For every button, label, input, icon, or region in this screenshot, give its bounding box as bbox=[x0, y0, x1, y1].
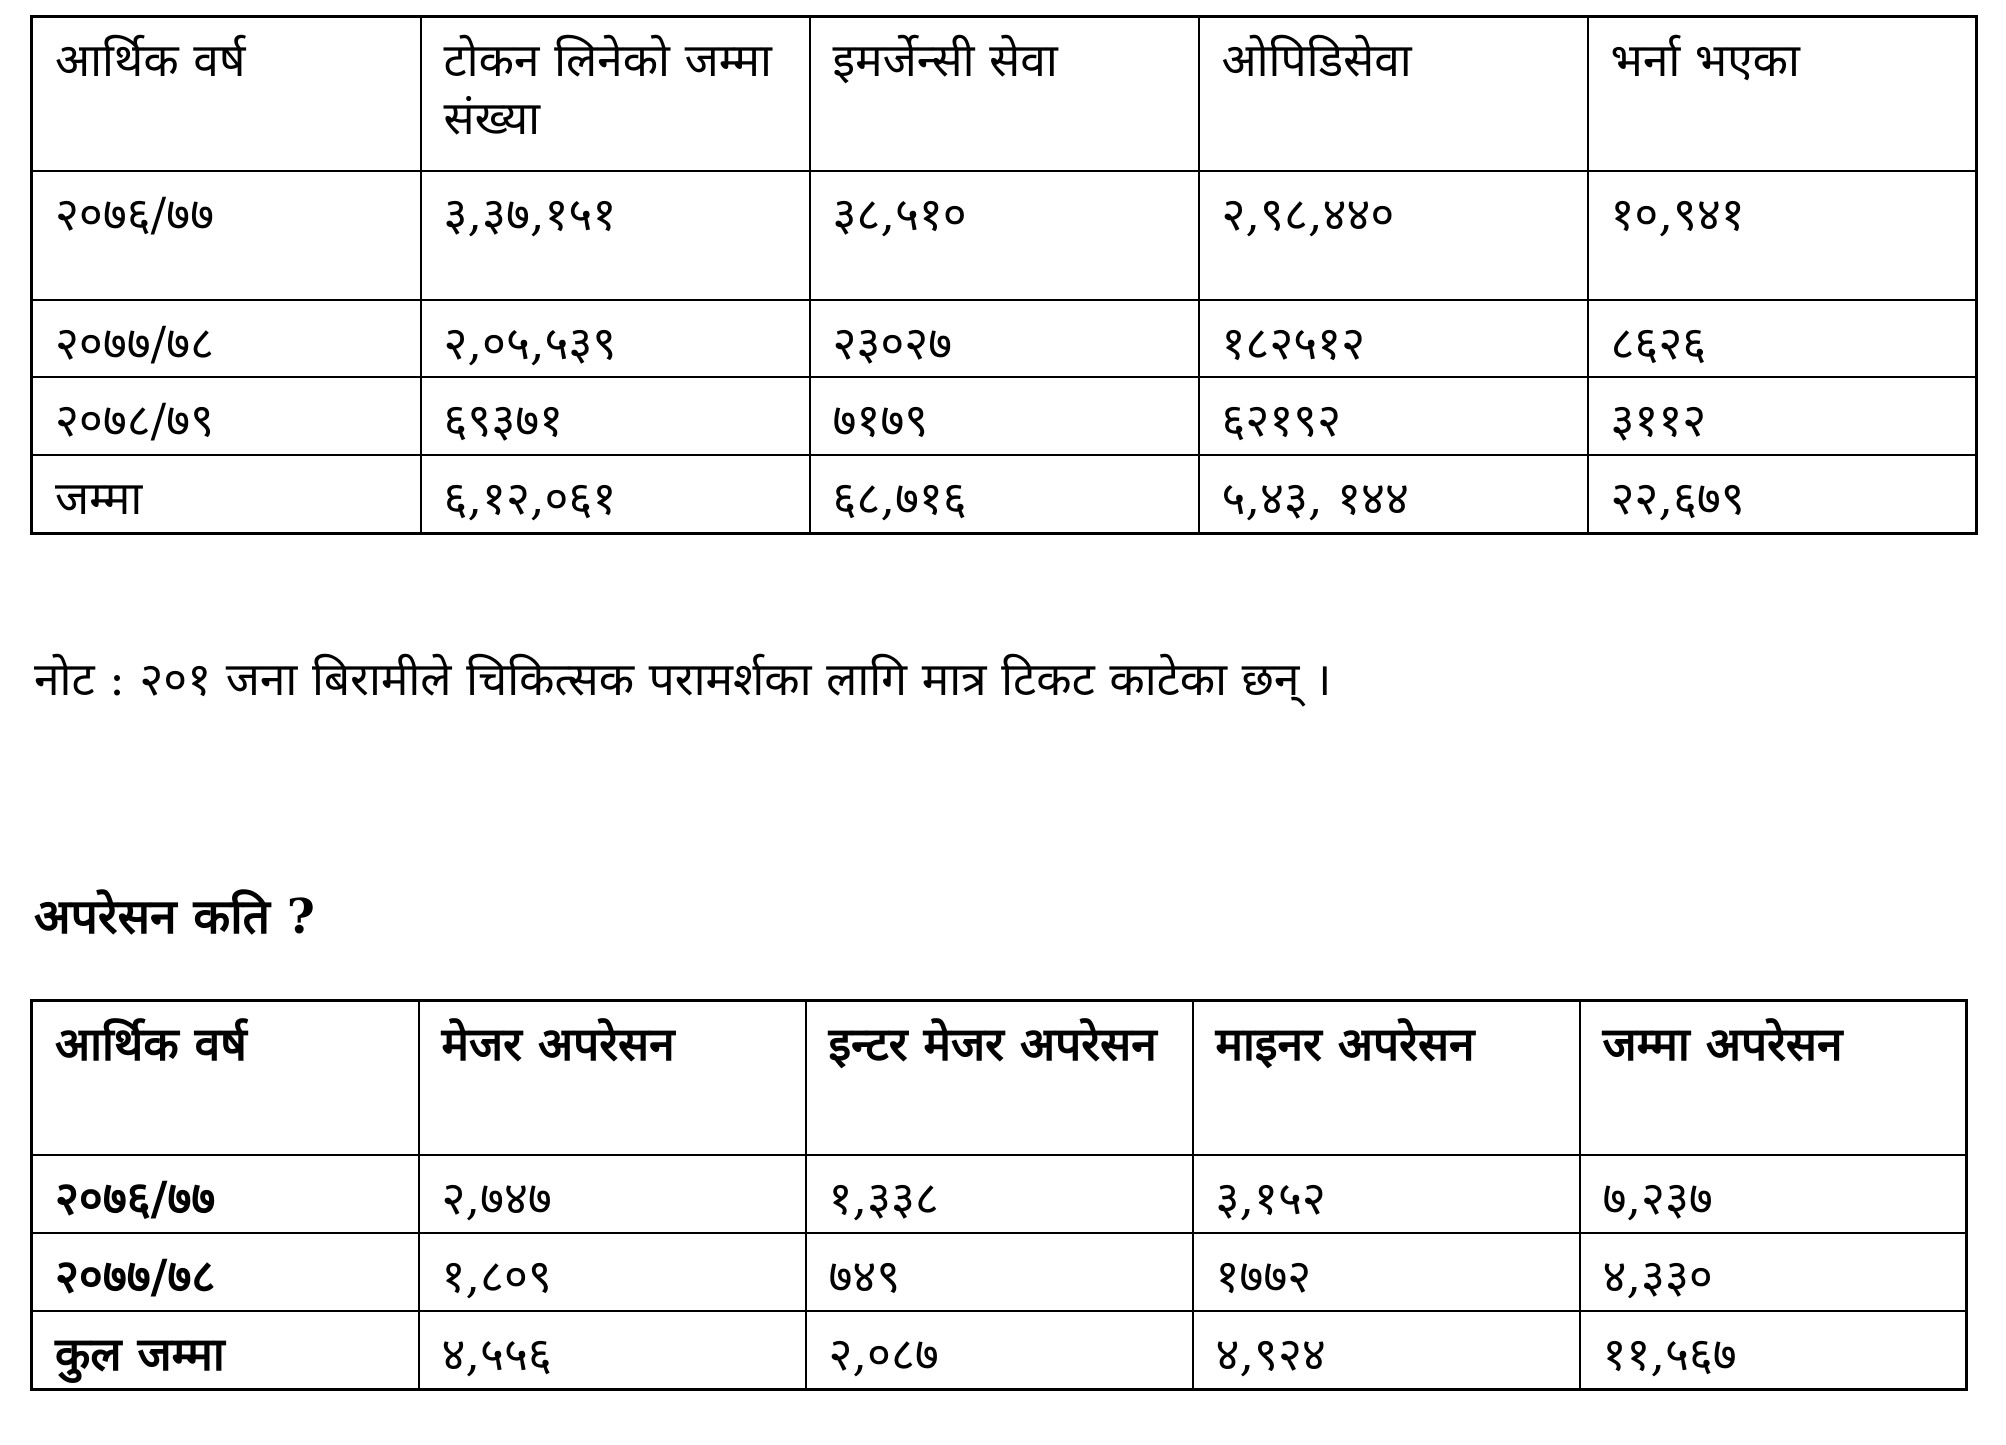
table-cell: ६२१९२ bbox=[1199, 377, 1588, 455]
table-cell: ३,३७,१५१ bbox=[421, 171, 810, 300]
table1-header-emergency-service: इमर्जेन्सी सेवा bbox=[810, 17, 1199, 171]
table-cell: २,०८७ bbox=[806, 1311, 1193, 1389]
table-cell: १,३३८ bbox=[806, 1155, 1193, 1233]
table-cell: ३११२ bbox=[1588, 377, 1977, 455]
table1-header-fiscal-year: आर्थिक वर्ष bbox=[32, 17, 421, 171]
operations-table bbox=[30, 999, 1968, 1391]
table-cell: २२,६७९ bbox=[1588, 455, 1977, 533]
table-cell: १८२५१२ bbox=[1199, 300, 1588, 378]
table-cell: ६९३७१ bbox=[421, 377, 810, 455]
table-cell: २,७४७ bbox=[419, 1155, 806, 1233]
table-cell: ४,५५६ bbox=[419, 1311, 806, 1389]
table-cell: २०७६/७७ bbox=[32, 171, 421, 300]
table-cell: २०७७/७८ bbox=[32, 300, 421, 378]
table-cell: ७१७९ bbox=[810, 377, 1199, 455]
table-cell: ४,३३० bbox=[1580, 1233, 1967, 1311]
table1-header-row bbox=[32, 17, 1977, 171]
table-row bbox=[32, 300, 1977, 378]
table-cell: कुल जम्मा bbox=[32, 1311, 419, 1389]
table-cell: ३८,५१० bbox=[810, 171, 1199, 300]
table1-header-admitted: भर्ना भएका bbox=[1588, 17, 1977, 171]
table-cell: ४,९२४ bbox=[1193, 1311, 1580, 1389]
table-row bbox=[32, 1233, 1967, 1311]
table-cell: ८६२६ bbox=[1588, 300, 1977, 378]
table2-header-inter-major-operation: इन्टर मेजर अपरेसन bbox=[806, 1000, 1193, 1155]
patient-services-table bbox=[30, 15, 1978, 535]
table-cell: २३०२७ bbox=[810, 300, 1199, 378]
table-cell: ७,२३७ bbox=[1580, 1155, 1967, 1233]
table1-header-token-total: टोकन लिनेको जम्मा संख्या bbox=[421, 17, 810, 171]
table2-total-row bbox=[32, 1311, 1967, 1389]
table-cell: १,८०९ bbox=[419, 1233, 806, 1311]
table-cell: जम्मा bbox=[32, 455, 421, 533]
table-row bbox=[32, 377, 1977, 455]
table2-header-minor-operation: माइनर अपरेसन bbox=[1193, 1000, 1580, 1155]
table-cell: २,९८,४४० bbox=[1199, 171, 1588, 300]
table-cell: ६८,७१६ bbox=[810, 455, 1199, 533]
table1-total-row bbox=[32, 455, 1977, 533]
table-cell: २०७६/७७ bbox=[32, 1155, 419, 1233]
table-cell: ७४९ bbox=[806, 1233, 1193, 1311]
table-cell: ३,१५२ bbox=[1193, 1155, 1580, 1233]
table-row bbox=[32, 171, 1977, 300]
table-cell: १७७२ bbox=[1193, 1233, 1580, 1311]
table2-header-major-operation: मेजर अपरेसन bbox=[419, 1000, 806, 1155]
table-cell: २०७७/७८ bbox=[32, 1233, 419, 1311]
table1-header-opd-service: ओपिडिसेवा bbox=[1199, 17, 1588, 171]
table2-header-total-operation: जम्मा अपरेसन bbox=[1580, 1000, 1967, 1155]
section-heading: अपरेसन कति ? bbox=[34, 889, 315, 946]
table-cell: ६,१२,०६१ bbox=[421, 455, 810, 533]
table-cell: ११,५६७ bbox=[1580, 1311, 1967, 1389]
note-text: नोट : २०१ जना बिरामीले चिकित्सक परामर्शका लागि मात्र टिकट काटेका छन् । bbox=[34, 652, 1332, 707]
table2-header-fiscal-year: आर्थिक वर्ष bbox=[32, 1000, 419, 1155]
table-cell: २,०५,५३९ bbox=[421, 300, 810, 378]
table-cell: ५,४३, १४४ bbox=[1199, 455, 1588, 533]
table-cell: १०,९४१ bbox=[1588, 171, 1977, 300]
table-cell: २०७८/७९ bbox=[32, 377, 421, 455]
table-row bbox=[32, 1155, 1967, 1233]
table2-header-row bbox=[32, 1000, 1967, 1155]
